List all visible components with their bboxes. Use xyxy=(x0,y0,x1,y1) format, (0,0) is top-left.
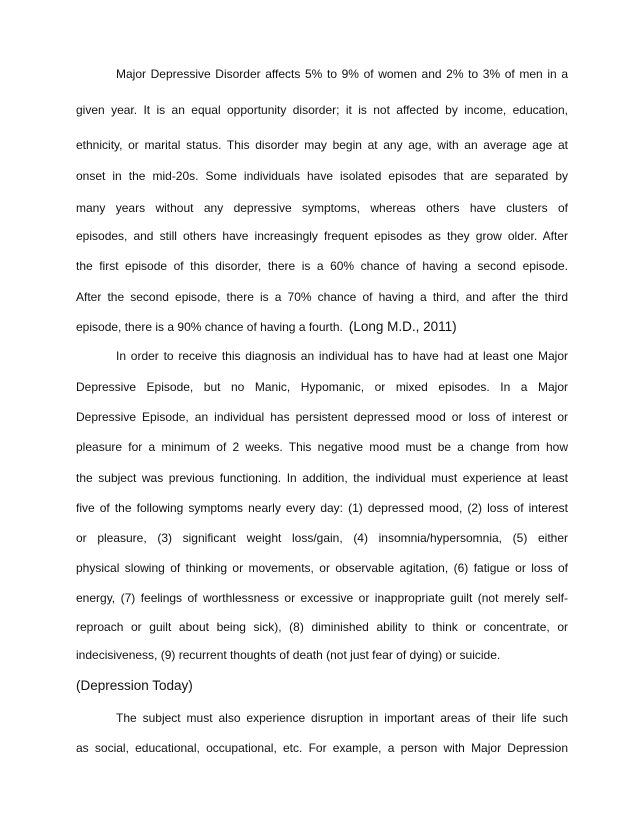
paragraph-2-line-1: In order to receive this diagnosis an individual has to have had at least one Major xyxy=(116,349,568,363)
citation-depression-today: (Depression Today) xyxy=(76,678,193,693)
paragraph-1-line-9-text: episode, there is a 90% chance of having a fourth. xyxy=(76,320,343,334)
paragraph-1-line-8: After the second episode, there is a 70% chance of having a third, and after the third xyxy=(76,290,568,304)
citation-long: (Long M.D., 2011) xyxy=(348,319,457,334)
paragraph-2-line-2: Depressive Episode, but no Manic, Hypomanic, or mixed episodes. In a Major xyxy=(76,380,568,394)
paragraph-2-line-5: the subject was previous functioning. In addition, the individual must experience at least xyxy=(76,471,568,485)
paragraph-1-line-3: ethnicity, or marital status. This disorder may begin at any age, with an average age at xyxy=(76,138,568,152)
paragraph-2-line-10: reproach or guilt about being sick), (8) diminished ability to think or concentrate, or xyxy=(76,620,568,634)
paragraph-1-line-4: onset in the mid-20s. Some individuals have isolated episodes that are separated by xyxy=(76,169,568,183)
paragraph-2-line-9: energy, (7) feelings of worthlessness or excessive or inappropriate guilt (not merely self- xyxy=(76,591,568,605)
paragraph-1-line-7: the first episode of this disorder, there is a 60% chance of having a second episode. xyxy=(76,259,568,273)
paragraph-2-line-7: or pleasure, (3) significant weight loss/gain, (4) insomnia/hypersomnia, (5) either xyxy=(76,531,568,545)
paragraph-2-line-8: physical slowing of thinking or movements, or observable agitation, (6) fatigue or loss of xyxy=(76,561,568,575)
paragraph-3-line-2: as social, educational, occupational, etc. For example, a person with Major Depression xyxy=(76,741,568,755)
paragraph-3-line-1: The subject must also experience disruption in important areas of their life such xyxy=(116,711,568,725)
paragraph-1-line-5: many years without any depressive symptoms, whereas others have clusters of xyxy=(76,201,568,215)
paragraph-2-line-11: indecisiveness, (9) recurrent thoughts of death (not just fear of dying) or suicide. xyxy=(76,648,501,662)
paragraph-1-line-9 xyxy=(76,319,568,335)
paragraph-1-line-1: Major Depressive Disorder affects 5% to 9% of women and 2% to 3% of men in a xyxy=(116,67,568,81)
paragraph-2-line-4: pleasure for a minimum of 2 weeks. This negative mood must be a change from how xyxy=(76,440,568,454)
paragraph-2-line-6: five of the following symptoms nearly every day: (1) depressed mood, (2) loss of interest xyxy=(76,501,568,515)
paragraph-1-line-6: episodes, and still others have increasingly frequent episodes as they grow older. After xyxy=(76,229,568,243)
paragraph-1-line-2: given year. It is an equal opportunity disorder; it is not affected by income, education, xyxy=(76,103,568,117)
paragraph-2-line-3: Depressive Episode, an individual has persistent depressed mood or loss of interest or xyxy=(76,410,568,424)
